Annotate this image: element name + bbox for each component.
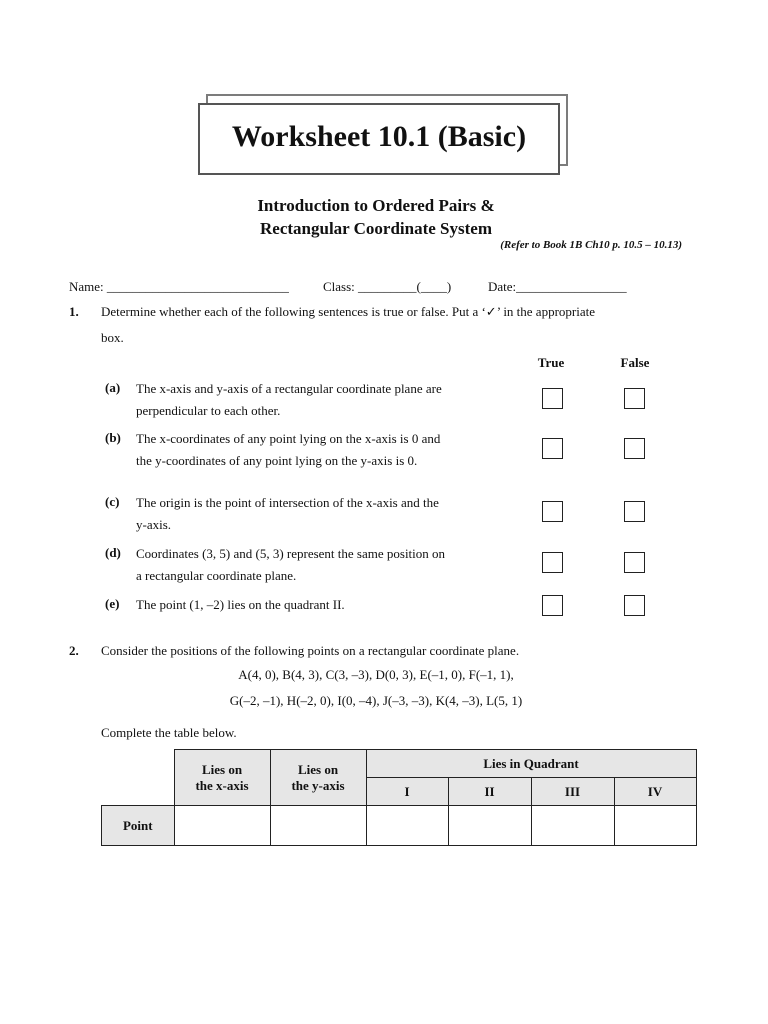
class-blank[interactable]: _________(____): [358, 279, 452, 294]
x-axis-header-line-2: the x-axis: [195, 777, 249, 793]
date-blank[interactable]: _________________: [516, 279, 627, 294]
item-d-label: (d): [105, 545, 121, 560]
item-c-line-1: The origin is the point of intersection of the x-axis and the: [136, 495, 439, 510]
y-axis-answer-cell[interactable]: [270, 806, 366, 846]
true-column-header: True: [537, 355, 565, 370]
name-blank[interactable]: ____________________________: [106, 279, 289, 294]
item-b-label: (b): [105, 430, 121, 445]
question-1-instruction-line-1: Determine whether each of the following sentences is true or false. Put a ‘✓’ in the appropriate: [101, 304, 595, 319]
empty-corner-cell-lower: [102, 778, 175, 806]
x-axis-header-line-1: Lies on: [201, 761, 243, 777]
name-row: [69, 279, 289, 295]
item-c-line-2: y-axis.: [136, 517, 172, 532]
item-a-label: (a): [105, 380, 121, 395]
empty-corner-cell: [102, 750, 175, 778]
quadrant-iii-answer-cell[interactable]: [531, 806, 614, 846]
y-axis-header: [270, 750, 366, 806]
points-line-2: G(–2, –1), H(–2, 0), I(0, –4), J(–3, –3), K(4, –3), L(5, 1): [229, 693, 523, 708]
item-e-text: [136, 594, 508, 616]
question-1-instruction-line-2: box.: [101, 330, 124, 345]
question-2-number: 2.: [69, 643, 79, 658]
question-1-number: 1.: [69, 304, 79, 319]
item-a-line-1: The x-axis and y-axis of a rectangular coordinate plane are: [136, 381, 442, 396]
x-axis-header: [174, 750, 270, 806]
date-row: [488, 279, 627, 295]
item-d-line-2: a rectangular coordinate plane.: [136, 568, 297, 583]
class-label: Class:: [323, 279, 359, 294]
item-c-text: [136, 492, 508, 536]
item-e-false-checkbox[interactable]: [624, 595, 645, 616]
item-d-text: [136, 543, 508, 587]
book-reference: (Refer to Book 1B Ch10 p. 10.5 – 10.13): [500, 239, 682, 251]
quadrant-i-header: I: [366, 778, 448, 806]
name-label: Name:: [69, 279, 107, 294]
item-b-true-checkbox[interactable]: [542, 438, 563, 459]
points-line-1: A(4, 0), B(4, 3), C(3, –3), D(0, 3), E(–1, 0), F(–1, 1),: [238, 667, 514, 682]
complete-table-instruction: Complete the table below.: [101, 725, 237, 740]
worksheet-title: Worksheet 10.1 (Basic): [231, 120, 527, 153]
item-c-true-checkbox[interactable]: [542, 501, 563, 522]
false-column-header: False: [620, 355, 650, 370]
item-e-true-checkbox[interactable]: [542, 595, 563, 616]
item-e-label: (e): [105, 596, 120, 611]
item-a-true-checkbox[interactable]: [542, 388, 563, 409]
item-a-false-checkbox[interactable]: [624, 388, 645, 409]
quadrant-ii-answer-cell[interactable]: [448, 806, 531, 846]
quadrant-i-answer-cell[interactable]: [366, 806, 448, 846]
item-c-false-checkbox[interactable]: [624, 501, 645, 522]
class-row: [323, 279, 451, 295]
item-b-text: [136, 428, 508, 472]
item-c-label: (c): [105, 494, 120, 509]
item-e-line-1: The point (1, –2) lies on the quadrant II.: [136, 597, 345, 612]
item-b-line-1: The x-coordinates of any point lying on the x-axis is 0 and: [136, 431, 441, 446]
item-b-false-checkbox[interactable]: [624, 438, 645, 459]
quadrant-iv-answer-cell[interactable]: [614, 806, 696, 846]
subtitle-line-1: Introduction to Ordered Pairs &: [257, 196, 495, 215]
quadrant-iv-header: IV: [614, 778, 696, 806]
answer-table: [101, 749, 697, 846]
item-a-line-2: perpendicular to each other.: [136, 403, 281, 418]
quadrant-header: Lies in Quadrant: [366, 750, 696, 778]
date-label: Date:: [488, 279, 517, 294]
item-b-line-2: the y-coordinates of any point lying on the y-axis is 0.: [136, 453, 418, 468]
question-2-instruction: Consider the positions of the following points on a rectangular coordinate plane.: [101, 643, 520, 658]
point-row-label: Point: [102, 806, 175, 846]
item-d-false-checkbox[interactable]: [624, 552, 645, 573]
quadrant-iii-header: III: [531, 778, 614, 806]
item-d-line-1: Coordinates (3, 5) and (5, 3) represent the same position on: [136, 546, 446, 561]
subtitle-line-2: Rectangular Coordinate System: [260, 219, 492, 238]
y-axis-header-line-1: Lies on: [297, 761, 339, 777]
item-d-true-checkbox[interactable]: [542, 552, 563, 573]
item-a-text: [136, 378, 508, 422]
quadrant-ii-header: II: [448, 778, 531, 806]
x-axis-answer-cell[interactable]: [174, 806, 270, 846]
y-axis-header-line-2: the y-axis: [291, 777, 345, 793]
